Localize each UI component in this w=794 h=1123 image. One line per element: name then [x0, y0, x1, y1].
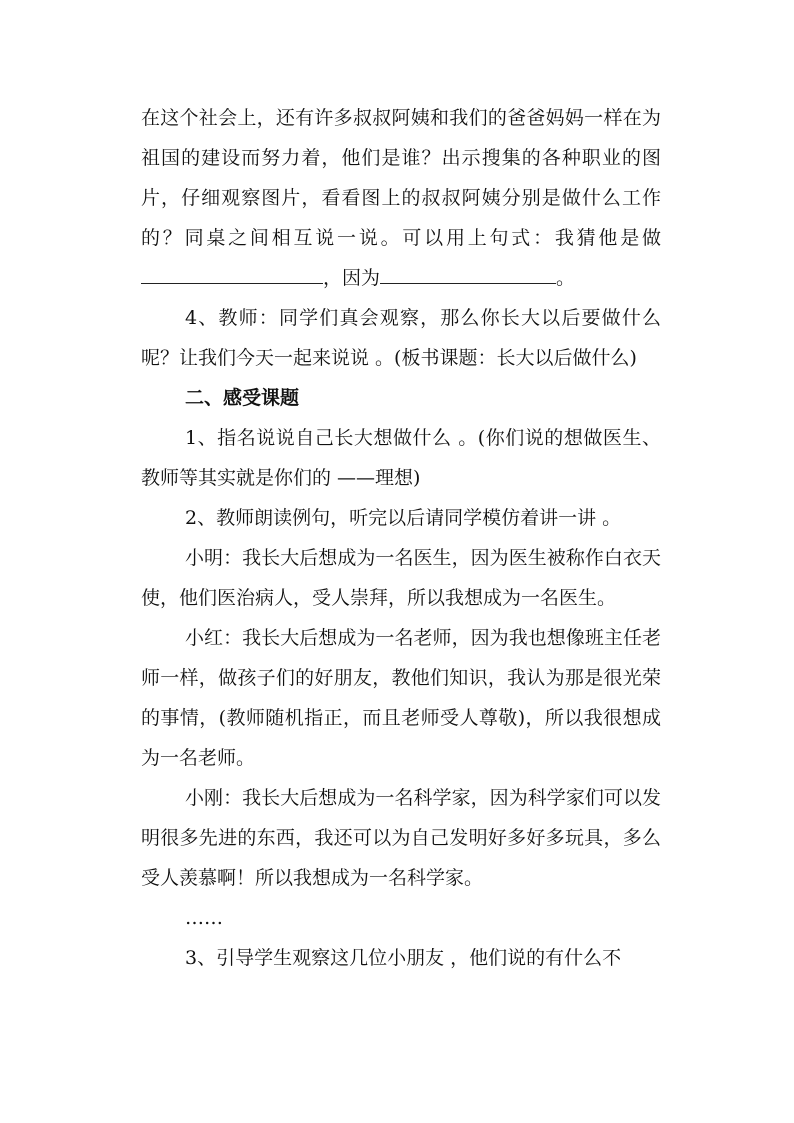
paragraph-step-4: 4、教师：同学们真会观察，那么你长大以后要做什么呢？让我们今天一起来说说 。(板书课题：长大以后做什么)	[141, 307, 661, 369]
paragraph-ellipsis: ……	[185, 907, 223, 929]
section-heading: 二、感受课题	[185, 387, 300, 409]
paragraph-xiaogang: 小刚：我长大后想成为一名科学家，因为科学家们可以发明很多先进的东西，我还可以为自己发明好多好多玩具，多么受人羡慕啊！所以我想成为一名科学家。	[141, 787, 661, 889]
paragraph-xiaohong: 小红：我长大后想成为一名老师，因为我也想像班主任老师一样，做孩子们的好朋友，教他们知识，我认为那是很光荣的事情，(教师随机指正，而且老师受人尊敬)，所以我很想成为一名老师。	[141, 627, 661, 769]
fill-blank-occupation	[141, 265, 323, 284]
paragraph-intro-text-2: ，因为	[323, 267, 381, 289]
paragraph-step-2: 2、教师朗读例句，听完以后请同学模仿着讲一讲 。	[185, 507, 622, 529]
paragraph-intro-text: 在这个社会上，还有许多叔叔阿姨和我们的爸爸妈妈一样在为祖国的建设而努力着，他们是谁？出示搜集的各种职业的图片，仔细观察图片，看看图上的叔叔阿姨分别是做什么工作的？同桌之间相互说一说。可以用上句式：我猜他是做	[141, 107, 661, 249]
fill-blank-reason	[380, 265, 556, 284]
paragraph-step-1: 1、指名说说自己长大想做什么 。(你们说的想做医生、教师等其实就是你们的 ——理想)	[141, 427, 661, 489]
paragraph-step-3: 3、引导学生观察这几位小朋友 ，他们说的有什么不	[185, 947, 622, 969]
paragraph-intro	[141, 98, 661, 298]
paragraph-intro-text-3: 。	[556, 267, 576, 289]
document-body	[141, 98, 661, 978]
paragraph-xiaoming: 小明：我长大后想成为一名医生，因为医生被称作白衣天使，他们医治病人，受人崇拜，所以我想成为一名医生。	[141, 547, 661, 609]
